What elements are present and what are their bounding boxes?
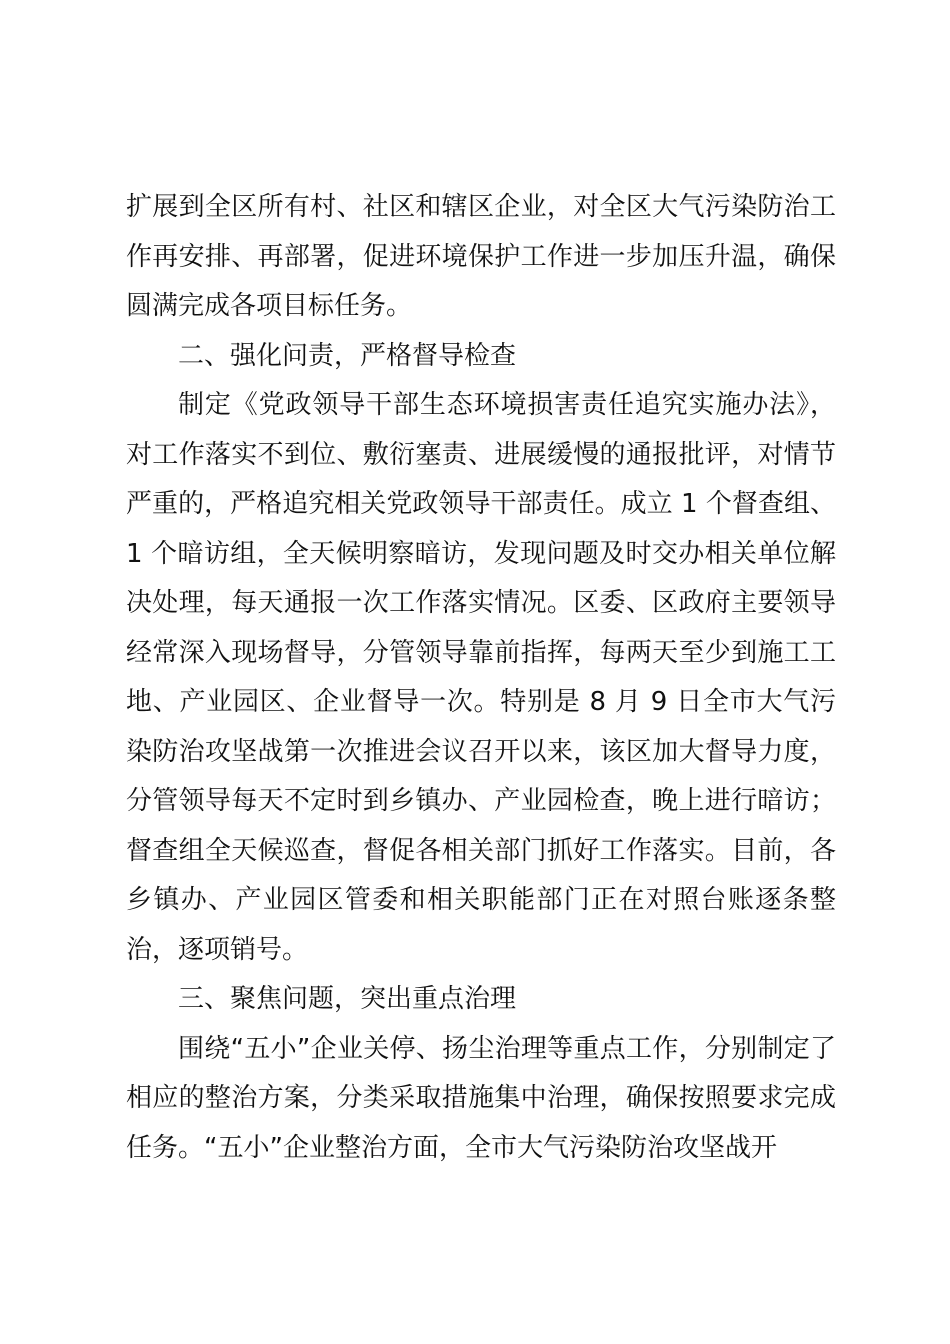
paragraph-key-governance: 围绕“五小”企业关停、扬尘治理等重点工作，分别制定了相应的整治方案，分类采取措施集中治理，确保按照要求完成任务。“五小”企业整治方面，全市大气污染防治攻坚战开	[126, 1033, 836, 1163]
paragraph-accountability: 制定《党政领导干部生态环境损害责任追究实施办法》，对工作落实不到位、敷衍塞责、进展缓慢的通报批评，对情节严重的，严格追究相关党政领导干部责任。成立 1 个督查组、1 个暗访组，全天候明察暗访，发现问题及时交办相关单位解决处理，每天通报一次工作落实情况。区委、区政府主要领导经常深入现场督导，分管领导靠前指挥，每两天至少到施工工地、产业园区、企业督导一次。特别是 8 月 9 日全市大气污染防治攻坚战第一次推进会议召开以来，该区加大督导力度，分管领导每天不定时到乡镇办、产业园检查，晚上进行暗访；督查组全天候巡查，督促各相关部门抓好工作落实。目前，各乡镇办、产业园区管委和相关职能部门正在对照台账逐条整治，逐项销号。	[126, 390, 836, 965]
section-heading-3: 三、聚焦问题，突出重点治理	[178, 984, 517, 1014]
paragraph-continuation: 扩展到全区所有村、社区和辖区企业，对全区大气污染防治工作再安排、再部署，促进环境保护工作进一步加压升温，确保圆满完成各项目标任务。	[126, 192, 836, 321]
document-body	[126, 183, 836, 1173]
section-heading-2: 二、强化问责，严格督导检查	[178, 340, 517, 371]
